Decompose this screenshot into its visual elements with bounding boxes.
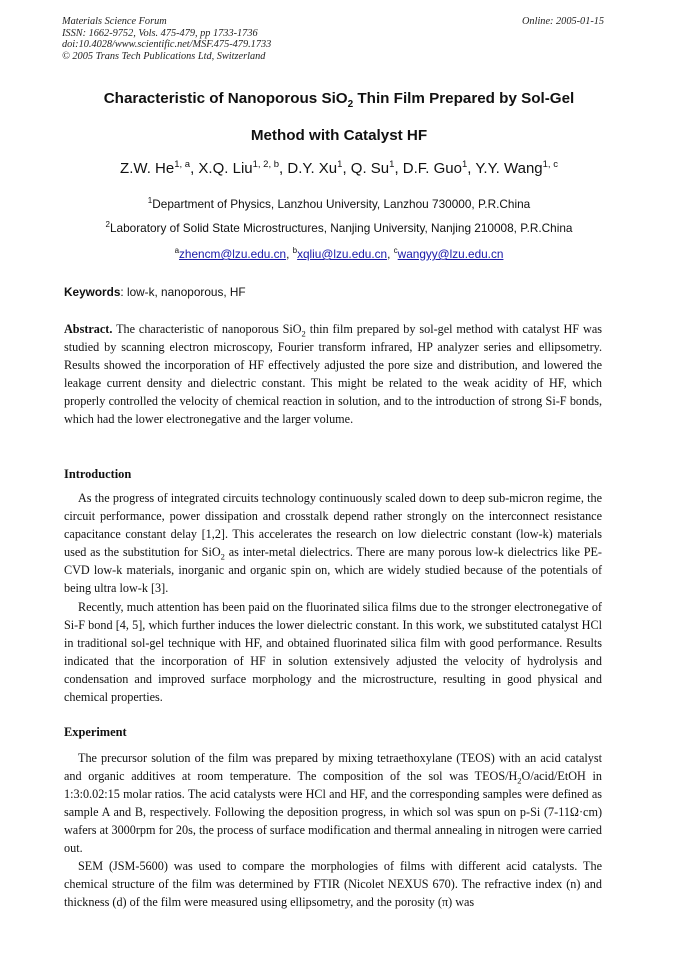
author: Y.Y. Wang$^{1, c}$ xyxy=(475,159,558,177)
journal-header xyxy=(62,16,271,62)
journal-name: Materials Science Forum xyxy=(62,16,167,27)
author: X.Q. Liu$^{1, 2, b}$ xyxy=(198,159,280,177)
email-link-a[interactable]: zhencm@lzu.edu.cn xyxy=(179,246,287,261)
abstract-label: Abstract. xyxy=(64,322,113,336)
email-link-b[interactable]: xqliu@lzu.edu.cn xyxy=(297,246,388,261)
abstract-paragraph: Abstract. The characteristic of nanoporous SiO$_2$ thin film prepared by sol-gel method with catalyst HF was studied by scanning electron microscopy, Fourier transform infrared, HP analyzer series and ellipsometry. Results showed the incorporation of HF effectively adjusted the pore size and distribution, and lowered the leakage current density and dielectric constant. This might be related to the weak acidity of HF, which properly controlled the velocity of chemical reaction in solution, and to the introduction of strong Si-F bonds, which had the lower electronegative and the larger volume. xyxy=(64,322,602,427)
author: Q. Su$^1$ xyxy=(350,159,395,177)
paper-title-line-2: Method with Catalyst HF xyxy=(250,127,428,144)
email-list: $^a$zhencm@lzu.edu.cn, $^b$xqliu@lzu.edu.cn, $^c$wangyy@lzu.edu.cn xyxy=(174,246,504,261)
introduction-paragraph-2: Recently, much attention has been paid on the fluorinated silica films due to the stronger electronegative of Si-F bond [4, 5], which further induces the lower dielectric constant. In this work, we substituted catalyst HCl in traditional sol-gel technique with HF, and obtained fluorinated silica film with good performance. Results indicated that the incorporation of HF in solution extensively adjusted the velocity of hydrolysis and condensation and improved surface morphology and the microstructure, resulting in good physical and chemical properties. xyxy=(64,600,602,705)
keywords xyxy=(64,285,246,299)
doi-line: doi:10.4028/www.scientific.net/MSF.475-479.1733 xyxy=(62,39,272,51)
keywords-label: Keywords xyxy=(64,285,121,299)
affiliation-2: $^2$Laboratory of Solid State Microstructures, Nanjing University, Nanjing 210008, P.R.China xyxy=(105,220,573,235)
introduction-paragraph-1: As the progress of integrated circuits technology continuously scaled down to deep sub-micron regime, the circuit performance, power dissipation and crosstalk depend rather strongly on the interconnect resistance capacitance constant delay [1,2]. This accelerates the research on low dielectric constant (low-k) materials used as the substitution for SiO$_2$ as inter-metal dielectrics. There are many porous low-k dielectrics like PE-CVD low-k materials, inorganic and organic spin on, which are widely studied because of the potentials of being ultra low-k [3]. xyxy=(64,491,602,596)
issn-line: ISSN: 1662-9752, Vols. 475-479, pp 1733-1736 xyxy=(62,27,258,39)
author: D.F. Guo$^1$ xyxy=(402,159,468,177)
email-link-c[interactable]: wangyy@lzu.edu.cn xyxy=(397,246,504,261)
paper-title-line-1: Characteristic of Nanoporous SiO$_2$ Thin Film Prepared by Sol-Gel xyxy=(103,90,575,111)
introduction-heading: Introduction xyxy=(64,467,132,481)
experiment-heading: Experiment xyxy=(64,725,127,739)
author: D.Y. Xu$^1$ xyxy=(287,159,343,177)
experiment-paragraph-1: The precursor solution of the film was prepared by mixing tetraethoxylane (TEOS) with an acid catalyst and organic additives at room temperature. The composition of the sol was TEOS/$H_2O/acid$/EtOH in 1:3:0.02:15 molar ratios. The acid catalysts were HCl and HF, and the corresponding samples were defined as sample A and B, respectively. Following the deposition progress, in which sol was spun on p-Si (7-11Ω·cm) wafers at 3000rpm for 20s, the process of surface modification and thermal annealing in nitrogen were carried out. xyxy=(64,751,602,856)
copyright-line: © 2005 Trans Tech Publications Ltd, Switzerland xyxy=(62,50,266,62)
keywords-text: : low-k, nanoporous, HF xyxy=(120,285,246,299)
author: Z.W. He$^{1, a}$ xyxy=(120,159,191,177)
experiment-paragraph-2: SEM (JSM-5600) was used to compare the morphologies of films with different acid catalysts. The chemical structure of the film was determined by FTIR (Nicolet NEXUS 670). The refractive index (n) and thickness (d) of the film were measured using ellipsometry, and the porosity (π) was xyxy=(64,859,602,910)
author-list: Z.W. He$^{1, a}$, X.Q. Liu$^{1, 2, b}$, D.Y. Xu$^1$, Q. Su$^1$, D.F. Guo$^1$, Y.Y. Wang$^{1, c}$ xyxy=(120,159,558,177)
online-date: Online: 2005-01-15 xyxy=(522,16,605,27)
affiliation-1: $^1$Department of Physics, Lanzhou University, Lanzhou 730000, P.R.China xyxy=(147,196,531,211)
